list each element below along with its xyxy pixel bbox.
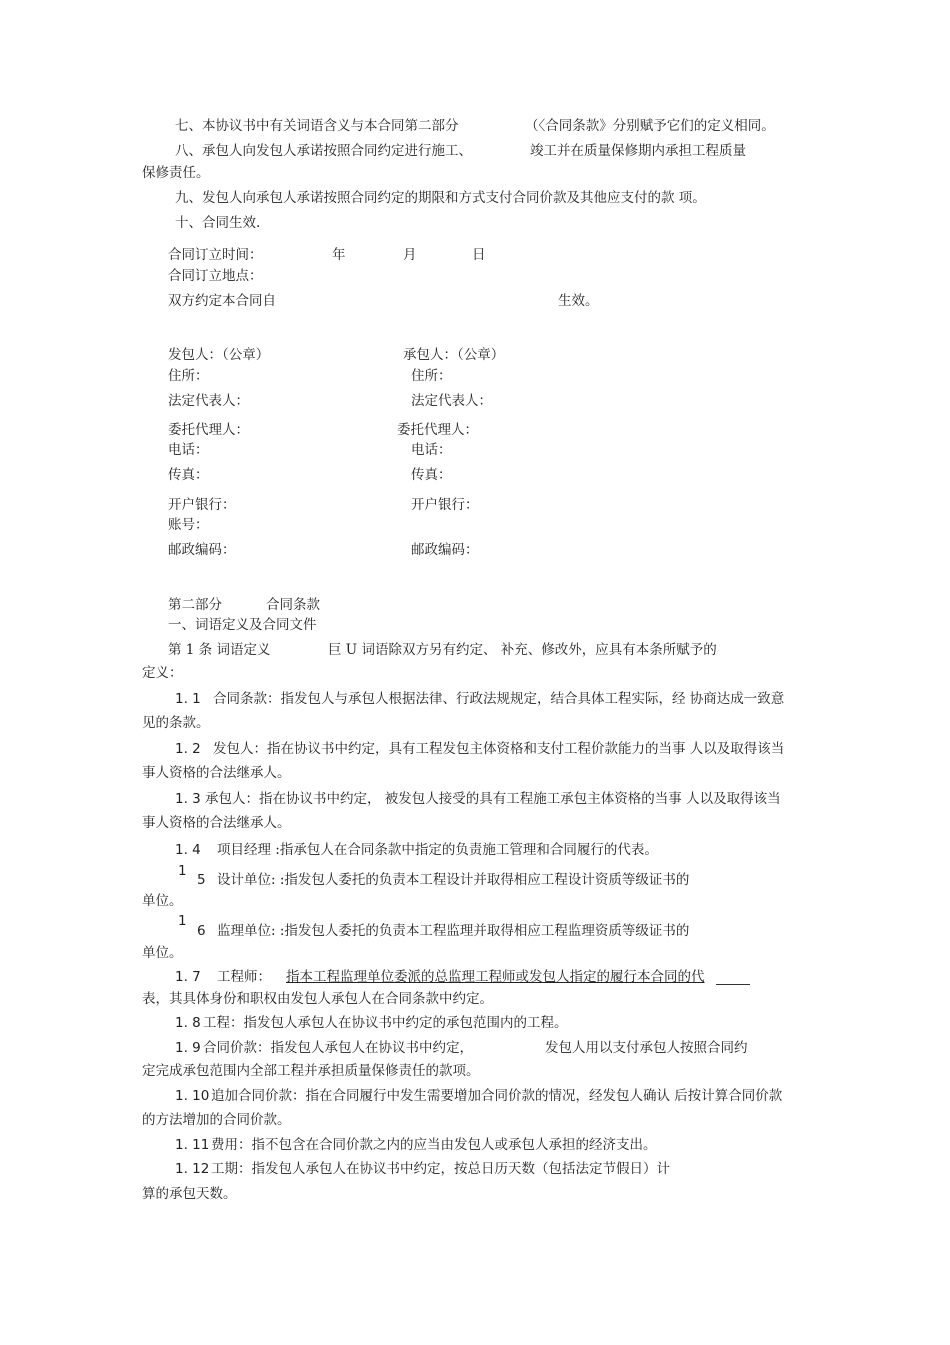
def-1-8-text: 工程：指发包人承包人在协议书中约定的承包范围内的工程。: [203, 1015, 568, 1031]
def-1-2-num: 1. 2: [175, 741, 201, 757]
contractor-fax-label: 传真：: [411, 467, 452, 483]
employer-fax-label: 传真：: [168, 467, 209, 483]
sign-place-label: 合同订立地点：: [168, 268, 263, 284]
item9-text: 九、发包人向承包人承诺按照合同约定的期限和方式支付合同价款及其他应支付的款 项。: [175, 190, 706, 206]
article1-cont: 定义：: [142, 665, 183, 681]
month-label: 月: [403, 247, 417, 263]
def-1-12-cont: 算的承包天数。: [142, 1186, 237, 1202]
article1-text: 巨 U 词语除双方另有约定、 补充、修改外，应具有本条所赋予的: [328, 642, 717, 658]
def-1-4-text: 项目经理 :指承包人在合同条款中指定的负责施工管理和合同履行的代表。: [217, 842, 658, 858]
def-1-7-text: 指本工程监理单位委派的总监理工程师或发包人指定的履行本合同的代: [286, 969, 705, 985]
def-1-8-num: 1. 8: [175, 1015, 201, 1031]
def-1-2-cont: 事人资格的合法继承人。: [142, 765, 291, 781]
employer-address-label: 住所：: [168, 368, 209, 384]
contractor-seal-label: 承包人：（公章）: [403, 347, 505, 363]
contractor-phone-label: 电话：: [411, 442, 452, 458]
employer-bank-label: 开户银行：: [168, 497, 236, 513]
effective-text-a: 双方约定本合同自: [168, 293, 276, 309]
part2-label: 第二部分: [168, 597, 222, 613]
def-1-9-cont: 定完成承包范围内全部工程并承担质量保修责任的款项。: [142, 1063, 480, 1079]
employer-legal-rep-label: 法定代表人：: [168, 393, 249, 409]
employer-agent-label: 委托代理人：: [168, 422, 249, 438]
def-1-6-num-a: 1: [178, 913, 187, 929]
def-1-9-text-b: 发包人用以支付承包人按照合同约: [545, 1040, 748, 1056]
def-1-10-cont: 的方法增加的合同价款。: [142, 1112, 291, 1128]
def-1-7-cont: 表，其具体身份和职权由发包人承包人在合同条款中约定。: [142, 991, 493, 1007]
def-1-5-cont: 单位。: [142, 893, 183, 909]
effective-text-b: 生效。: [558, 293, 599, 309]
def-1-5-num-b: 5: [197, 872, 206, 888]
def-1-7-num: 1. 7: [175, 969, 201, 985]
contractor-legal-rep-label: 法定代表人：: [411, 393, 492, 409]
sign-time-label: 合同订立时间：: [168, 247, 263, 263]
item8-text-b: 竣工并在质量保修期内承担工程质量: [530, 143, 746, 159]
def-1-5-text: 设计单位: :指发包人委托的负责本工程设计并取得相应工程设计资质等级证书的: [217, 872, 690, 888]
item10-text: 十、合同生效.: [175, 215, 261, 231]
employer-postcode-label: 邮政编码：: [168, 542, 236, 558]
def-1-10-num: 1. 10: [175, 1088, 210, 1104]
def-1-7-label: 工程师：: [217, 969, 271, 985]
def-1-10-text: 追加合同价款：指在合同履行中发生需要增加合同价款的情况，经发包人确认 后按计算合同价款: [211, 1088, 783, 1104]
def-1-1-cont: 见的条款。: [142, 715, 210, 731]
def-1-4-num: 1. 4: [175, 842, 201, 858]
day-label: 日: [472, 247, 486, 263]
def-1-5-num-a: 1: [178, 863, 187, 879]
def-1-12-num: 1. 12: [175, 1161, 210, 1177]
employer-account-label: 账号：: [168, 517, 209, 533]
def-1-9-text-a: 合同价款：指发包人承包人在协议书中约定，: [203, 1040, 473, 1056]
item8-text-a: 八、承包人向发包人承诺按照合同约定进行施工、: [175, 143, 472, 159]
def-1-3-cont: 事人资格的合法继承人。: [142, 815, 291, 831]
section1-heading: 一、词语定义及合同文件: [168, 617, 317, 633]
contractor-address-label: 住所：: [411, 368, 452, 384]
def-1-11-text: 费用：指不包含在合同价款之内的应当由发包人或承包人承担的经济支出。: [211, 1137, 657, 1153]
def-1-7-underline: [716, 984, 750, 985]
def-1-2-text: 发包人：指在协议书中约定，具有工程发包主体资格和支付工程价款能力的当事 人以及取得该当: [213, 741, 785, 757]
contractor-postcode-label: 邮政编码：: [411, 542, 479, 558]
def-1-6-num-b: 6: [197, 923, 206, 939]
employer-seal-label: 发包人：（公章）: [168, 347, 270, 363]
def-1-11-num: 1. 11: [175, 1137, 210, 1153]
def-1-6-cont: 单位。: [142, 945, 183, 961]
year-label: 年: [332, 247, 346, 263]
def-1-6-text: 监理单位: :指发包人委托的负责本工程监理并取得相应工程监理资质等级证书的: [217, 923, 690, 939]
def-1-12-text: 工期：指发包人承包人在协议书中约定，按总日历天数（包括法定节假日）计: [211, 1161, 670, 1177]
def-1-9-num: 1. 9: [175, 1040, 201, 1056]
part2-title: 合同条款: [266, 597, 320, 613]
item7-text-b: （〈合同条款》分别赋予它们的定义相同。: [525, 118, 775, 134]
item7-text-a: 七、本协议书中有关词语含义与本合同第二部分: [175, 118, 459, 134]
item8-text-c: 保修责任。: [142, 165, 210, 181]
def-1-1-text: 合同条款：指发包人与承包人根据法律、行政法规规定，结合具体工程实际，经 协商达成一致意: [213, 691, 785, 707]
def-1-1-num: 1. 1: [175, 691, 201, 707]
employer-phone-label: 电话：: [168, 442, 209, 458]
def-1-3-text: 承包人：指在协议书中约定， 被发包人接受的具有工程施工承包主体资格的当事 人以及取得该当: [205, 791, 781, 807]
article1-label: 第 1 条 词语定义: [168, 642, 271, 658]
contractor-bank-label: 开户银行：: [411, 497, 479, 513]
def-1-3-num: 1. 3: [175, 791, 201, 807]
contractor-agent-label: 委托代理人：: [397, 422, 478, 438]
